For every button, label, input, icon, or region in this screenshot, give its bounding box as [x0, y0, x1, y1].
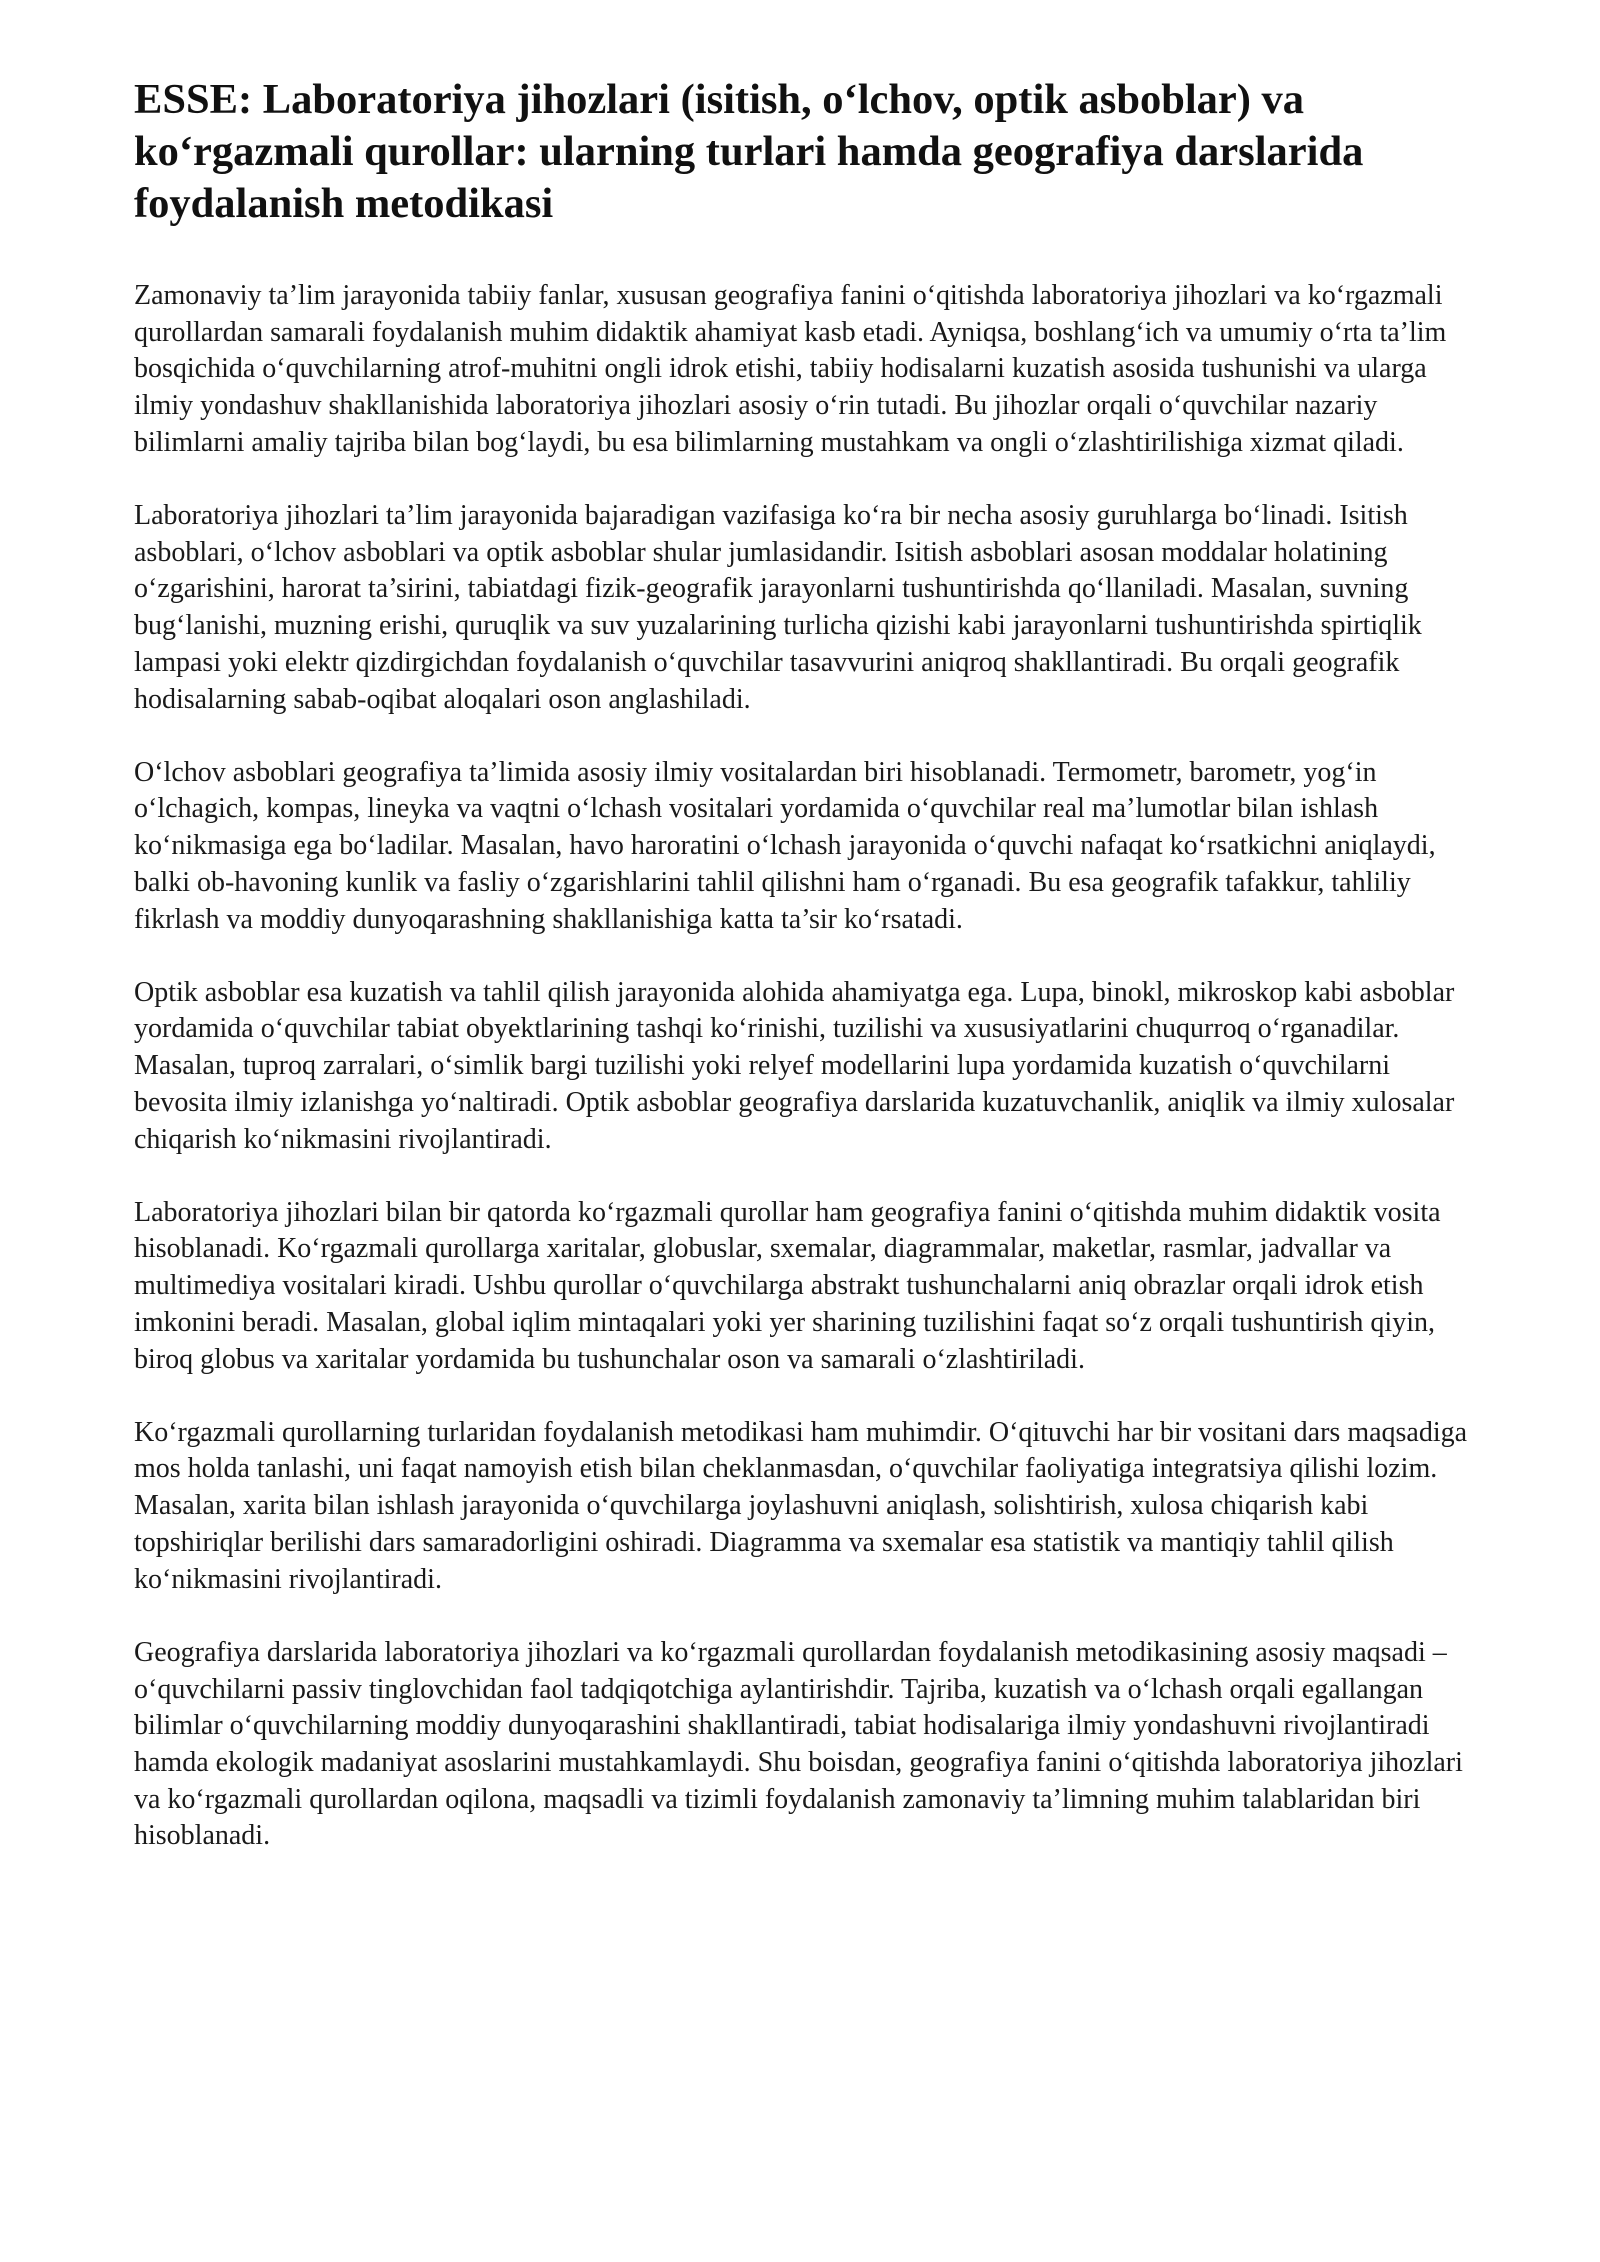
paragraph-5: Laboratoriya jihozlari bilan bir qatorda ko‘rgazmali qurollar ham geografiya fanini o‘qitishda muhim didaktik vosita hisoblanadi. Ko‘rgazmali qurollarga xaritalar, globuslar, sxemalar, diagrammalar, maketlar, rasmlar, jadvallar va multimediya vositalari kiradi. Ushbu qurollar o‘quvchilarga abstrakt tushunchalarni aniq obrazlar orqali idrok etish imkonini beradi. Masalan, global iqlim mintaqalari yoki yer sharining tuzilishini faqat so‘z orqali tushuntirish qiyin, biroq globus va xaritalar yordamida bu tushunchalar oson va samarali o‘zlashtiriladi.: [134, 1196, 1441, 1375]
paragraph-3: O‘lchov asboblari geografiya ta’limida asosiy ilmiy vositalardan biri hisoblanadi. Termometr, barometr, yog‘in o‘lchagich, kompas, lineyka va vaqtni o‘lchash vositalari yordamida o‘quvchilar real ma’lumotlar bilan ishlash ko‘nikmasiga ega bo‘ladilar. Masalan, havo haroratini o‘lchash jarayonida o‘quvchi nafaqat ko‘rsatkichni aniqlaydi, balki ob-havoning kunlik va fasliy o‘zgarishlarini tahlil qilishni ham o‘rganadi. Bu esa geografik tafakkur, tahliliy fikrlash va moddiy dunyoqarashning shakllanishiga katta ta’sir ko‘rsatadi.: [134, 756, 1436, 935]
document-body: [134, 74, 1474, 1892]
paragraph-6: Ko‘rgazmali qurollarning turlaridan foydalanish metodikasi ham muhimdir. O‘qituvchi har bir vositani dars maqsadiga mos holda tanlashi, uni faqat namoyish etish bilan cheklanmasdan, o‘quvchilar faoliyatiga integratsiya qilishi lozim. Masalan, xarita bilan ishlash jarayonida o‘quvchilarga joylashuvni aniqlash, solishtirish, xulosa chiqarish kabi topshiriqlar berilishi dars samaradorligini oshiradi. Diagramma va sxemalar esa statistik va mantiqiy tahlil qilish ko‘nikmasini rivojlantiradi.: [134, 1416, 1468, 1595]
paragraph-4: Optik asboblar esa kuzatish va tahlil qilish jarayonida alohida ahamiyatga ega. Lupa, binokl, mikroskop kabi asboblar yordamida o‘quvchilar tabiat obyektlarining tashqi ko‘rinishi, tuzilishi va xususiyatlarini chuqurroq o‘rganadilar. Masalan, tuproq zarralari, o‘simlik bargi tuzilishi yoki relyef modellarini lupa yordamida kuzatish o‘quvchilarni bevosita ilmiy izlanishga yo‘naltiradi. Optik asboblar geografiya darslarida kuzatuvchanlik, aniqlik va ilmiy xulosalar chiqarish ko‘nikmasini rivojlantiradi.: [134, 976, 1455, 1155]
paragraph-1: Zamonaviy ta’lim jarayonida tabiiy fanlar, xususan geografiya fanini o‘qitishda laboratoriya jihozlari va ko‘rgazmali qurollardan samarali foydalanish muhim didaktik ahamiyat kasb etadi. Ayniqsa, boshlang‘ich va umumiy o‘rta ta’lim bosqichida o‘quvchilarning atrof-muhitni ongli idrok etishi, tabiiy hodisalarni kuzatish asosida tushunishi va ularga ilmiy yondashuv shakllanishida laboratoriya jihozlari asosiy o‘rin tutadi. Bu jihozlar orqali o‘quvchilar nazariy bilimlarni amaliy tajriba bilan bog‘laydi, bu esa bilimlarning mustahkam va ongli o‘zlashtirilishiga xizmat qiladi.: [134, 280, 1447, 458]
document-title: ESSE: Laboratoriya jihozlari (isitish, o‘lchov, optik asboblar) va ko‘rgazmali qurollar: ularning turlari hamda geografiya darslarida foydalanish metodikasi: [134, 76, 1364, 227]
paragraph-7: Geografiya darslarida laboratoriya jihozlari va ko‘rgazmali qurollardan foydalanish metodikasining asosiy maqsadi – o‘quvchilarni passiv tinglovchidan faol tadqiqotchiga aylantirishdir. Tajriba, kuzatish va o‘lchash orqali egallangan bilimlar o‘quvchilarning moddiy dunyoqarashini shakllantiradi, tabiat hodisalariga ilmiy yondashuvni rivojlantiradi hamda ekologik madaniyat asoslarini mustahkamlaydi. Shu boisdan, geografiya fanini o‘qitishda laboratoriya jihozlari va ko‘rgazmali qurollardan oqilona, maqsadli va tizimli foydalanish zamonaviy ta’limning muhim talablaridan biri hisoblanadi.: [134, 1636, 1463, 1852]
paragraph-2: Laboratoriya jihozlari ta’lim jarayonida bajaradigan vazifasiga ko‘ra bir necha asosiy guruhlarga bo‘linadi. Isitish asboblari, o‘lchov asboblari va optik asboblar shular jumlasidandir. Isitish asboblari asosan moddalar holatining o‘zgarishini, harorat ta’sirini, tabiatdagi fizik-geografik jarayonlarni tushuntirishda qo‘llaniladi. Masalan, suvning bug‘lanishi, muzning erishi, quruqlik va suv yuzalarining turlicha qizishi kabi jarayonlarni tushuntirishda spirtiqlik lampasi yoki elektr qizdirgichdan foydalanish o‘quvchilar tasavvurini aniqroq shakllantiradi. Bu orqali geografik hodisalarning sabab-oqibat aloqalari oson anglashiladi.: [134, 500, 1422, 715]
